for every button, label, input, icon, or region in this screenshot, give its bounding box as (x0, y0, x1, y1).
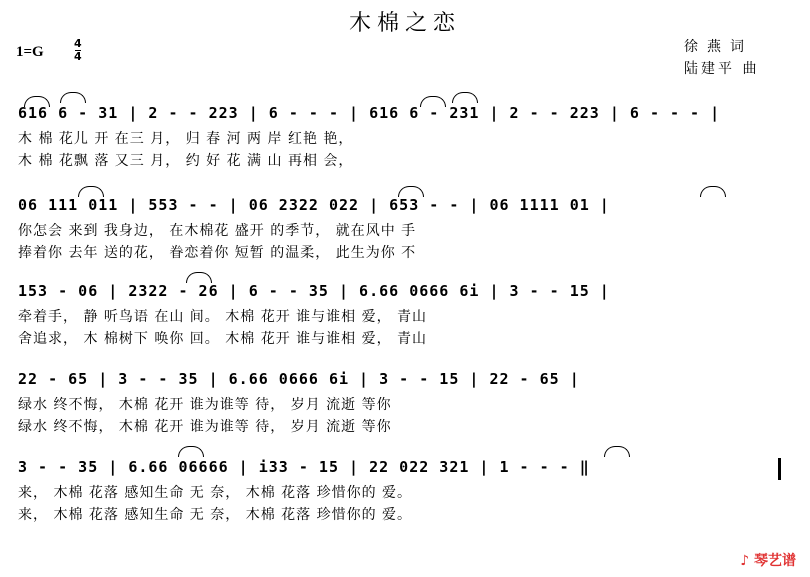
music-note-icon: ♪ (740, 553, 750, 569)
lyric-verse-1: 你怎会 来到 我身边， 在木棉花 盛开 的季节， 就在风中 手 (18, 223, 417, 239)
final-barline (778, 458, 781, 480)
lyric-verse-2: 捧着你 去年 送的花， 眷恋着你 短暂 的温柔， 此生为你 不 (18, 245, 417, 261)
lyric-verse-1: 牵着手， 静 听鸟语 在山 间。 木棉 花开 谁与谁相 爱， 青山 (18, 309, 428, 325)
notes-line: 22 - 65 | 3 - - 35 | 6.66 0666 6i | 3 - - 15 | 22 - 65 | (18, 370, 580, 388)
notes-line: 3 - - 35 | 6.66 06666 | i33 - 15 | 22 022 321 | 1 - - - ‖ (18, 458, 590, 476)
lyric-verse-1: 来， 木棉 花落 感知生命 无 奈， 木棉 花落 珍惜你的 爱。 (18, 485, 413, 501)
lyric-verse-1: 木 棉 花儿 开 在三 月， 归 春 河 两 岸 红艳 艳， (18, 131, 354, 147)
lyric-verse-2: 来， 木棉 花落 感知生命 无 奈， 木棉 花落 珍惜你的 爱。 (18, 507, 413, 523)
song-title: 木棉之恋 (348, 11, 461, 36)
meter-top: 4 (74, 37, 82, 50)
notes-line: 153 - 06 | 2322 - 26 | 6 - - 35 | 6.66 0666 6i | 3 - - 15 | (18, 282, 610, 300)
lyric-verse-2: 绿水 终不悔， 木棉 花开 谁为谁等 待， 岁月 流逝 等你 (18, 419, 392, 435)
lyricist-credit: 徐燕词 (684, 39, 753, 55)
composer-credit: 陆建平 曲 (684, 61, 760, 77)
lyric-verse-2: 木 棉 花飘 落 又三 月， 约 好 花 满 山 再相 会， (18, 153, 354, 169)
key-signature: 1=G (16, 44, 44, 60)
notes-line: 616 6 - 31 | 2 - - 223 | 6 - - - | 616 6 - 231 | 2 - - 223 | 6 - - - | (18, 104, 721, 122)
meter-bottom: 4 (74, 50, 82, 63)
site-watermark: ♪ 琴艺谱 (740, 553, 796, 569)
time-signature (74, 38, 82, 63)
lyric-verse-2: 舍追求， 木 棉树下 唤你 回。 木棉 花开 谁与谁相 爱， 青山 (18, 331, 428, 347)
lyric-verse-1: 绿水 终不悔， 木棉 花开 谁为谁等 待， 岁月 流逝 等你 (18, 397, 392, 413)
notes-line: 06 111 011 | 553 - - | 06 2322 022 | 653 - - | 06 1111 01 | (18, 196, 610, 214)
